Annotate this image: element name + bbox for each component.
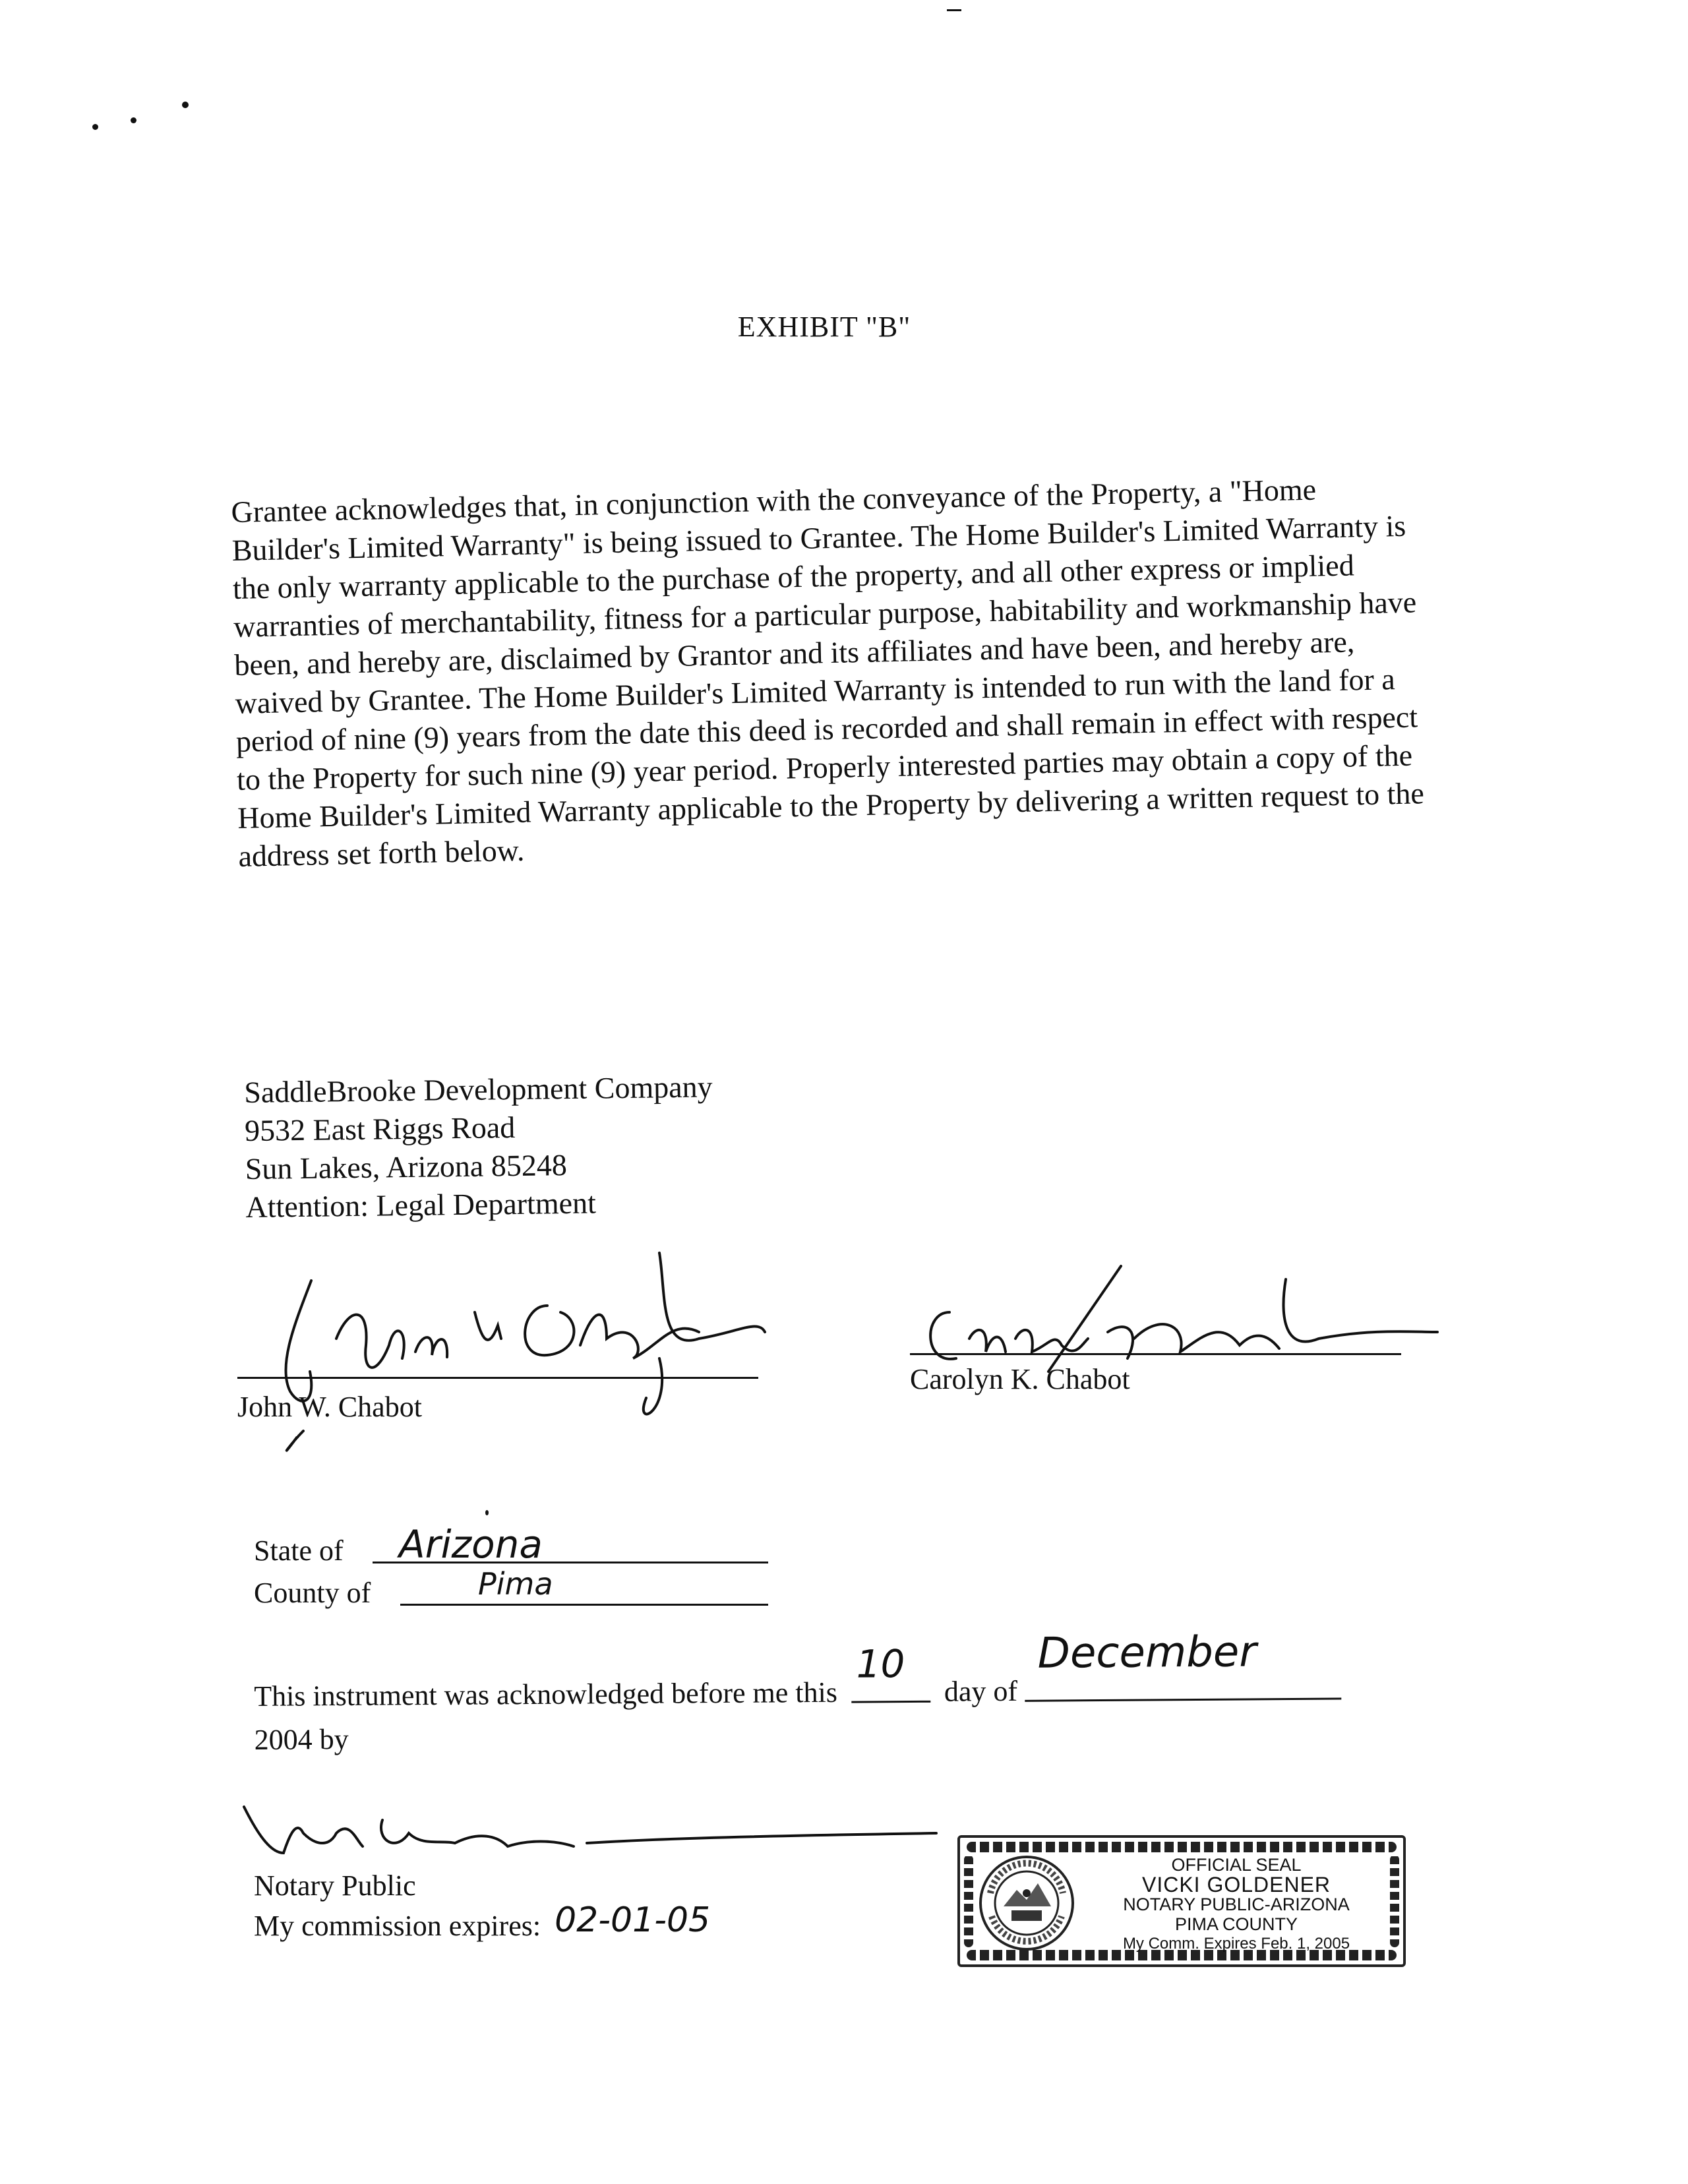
seal-border-right <box>1390 1855 1399 1947</box>
month-blank <box>1025 1627 1341 1700</box>
state-handwritten: Arizona <box>399 1522 543 1567</box>
state-seal-emblem-icon <box>977 1854 1076 1953</box>
signature-block-carolyn <box>910 1240 1451 1438</box>
year-by-text: 2004 by <box>254 1722 349 1756</box>
seal-border-top <box>967 1842 1397 1852</box>
seal-border-left <box>964 1855 973 1947</box>
signature-john-scribble <box>237 1240 778 1464</box>
document-title: EXHIBIT "B" <box>737 311 911 343</box>
seal-notary-name: VICKI GOLDENER <box>1141 1873 1331 1896</box>
commission-label: My commission expires: <box>254 1910 541 1942</box>
venue-block <box>254 1522 553 1614</box>
county-handwritten: Pima <box>478 1566 553 1602</box>
commission-row <box>254 1900 711 1945</box>
street-address: 9532 East Riggs Road <box>244 1110 516 1147</box>
scan-speck <box>947 9 961 11</box>
county-line <box>400 1604 768 1606</box>
day-of-label: day of <box>944 1674 1018 1708</box>
notary-block <box>254 1823 710 1945</box>
seal-text <box>1085 1855 1387 1954</box>
signature-line-carolyn <box>910 1353 1401 1355</box>
notary-public-label: Notary Public <box>254 1869 416 1902</box>
warranty-text: Grantee acknowledges that, in conjunction with the conveyance of the Property, a "Home Builder's Limited Warranty" is being issued to Grantee. The Home Builder's Limited Warranty is the only warranty applicable to the purchase of the property, and all other express or implied warranties of merchantability, fitness for a particular purpose, habitability and workmanship have been, and hereby are, disclaimed by Grantor and its affiliates and have been, and hereby are, waived by Grantee. The Home Builder's Limited Warranty is intended to run with the land for a period of nine (9) years from the date this deed is recorded and shall remain in effect with respect to the Property for such nine (9) year period. Properly interested parties may obtain a copy of the Home Builder's Limited Warranty applicable to the Property by delivering a written request to the address set forth below. <box>231 472 1425 873</box>
seal-official-seal: OFFICIAL SEAL <box>1171 1855 1302 1875</box>
seal-notary-title: NOTARY PUBLIC-ARIZONA <box>1123 1895 1350 1914</box>
county-label: County of <box>254 1577 371 1609</box>
scan-speck <box>182 102 189 108</box>
commission-handwritten: 02-01-05 <box>555 1900 711 1940</box>
address-block <box>244 1068 714 1227</box>
scan-speck <box>485 1510 489 1515</box>
signature-block-john <box>237 1240 778 1464</box>
scan-speck <box>92 124 98 130</box>
county-row <box>254 1566 553 1614</box>
day-blank <box>845 1641 937 1702</box>
signature-carolyn-scribble <box>910 1240 1451 1438</box>
signer-john-name: John W. Chabot <box>237 1391 422 1423</box>
acknowledgment-block <box>254 1627 1441 1762</box>
scan-speck <box>131 117 136 123</box>
city-state-zip: Sun Lakes, Arizona 85248 <box>245 1148 568 1186</box>
year-row <box>254 1710 1441 1762</box>
signature-line-john <box>237 1377 758 1379</box>
state-row <box>254 1522 543 1572</box>
official-seal-stamp <box>957 1835 1406 1967</box>
signer-carolyn-name: Carolyn K. Chabot <box>910 1363 1130 1395</box>
month-handwritten: December <box>1037 1627 1257 1678</box>
seal-expiration: My Comm. Expires Feb. 1, 2005 <box>1122 1935 1350 1953</box>
seal-county: PIMA COUNTY <box>1174 1914 1298 1934</box>
state-label: State of <box>254 1534 344 1567</box>
attention-line: Attention: Legal Department <box>245 1186 597 1224</box>
company-name: SaddleBrooke Development Company <box>244 1070 713 1109</box>
warranty-paragraph <box>231 468 1439 876</box>
acknowledgment-row <box>254 1627 1441 1718</box>
acknowledgment-text: This instrument was acknowledged before me this <box>254 1676 838 1713</box>
day-handwritten: 10 <box>856 1641 905 1687</box>
